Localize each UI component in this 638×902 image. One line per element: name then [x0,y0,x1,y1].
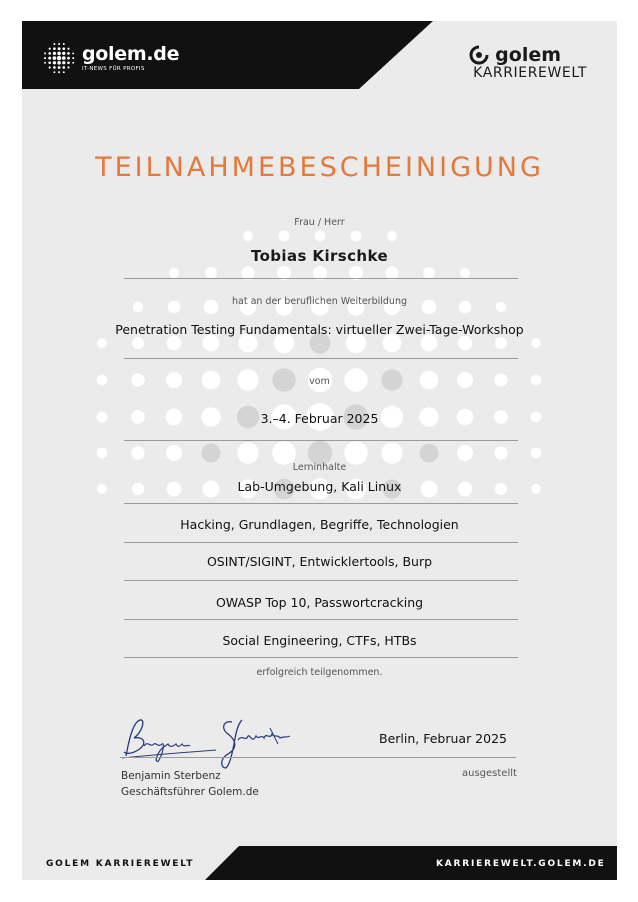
course-date: 3.–4. Februar 2025 [260,411,379,426]
decorative-dot [421,335,438,352]
globe-dot [62,66,65,69]
golem-logo [42,41,179,75]
divider [124,657,518,658]
globe-dot [67,61,70,64]
content-item: OWASP Top 10, Passwortcracking [215,595,424,610]
globe-dot [53,52,56,55]
divider [124,580,518,581]
decorative-dot [531,448,542,459]
globe-dot [53,66,56,69]
signer-role: Geschäftsführer Golem.de [121,786,259,798]
decorative-dot [531,338,541,348]
divider [124,542,518,543]
decorative-dot [202,334,219,351]
divider [124,503,518,504]
decorative-dot [457,445,473,461]
globe-dot [48,57,51,60]
intro-label: hat an der beruflichen Weiterbildung [231,296,407,307]
certificate-title: TEILNAHMEBESCHEINIGUNG [95,152,544,183]
divider [124,278,518,279]
footer-url: KARRIEREWELT.GOLEM.DE [436,859,606,869]
signer-name: Benjamin Sterbenz [121,770,221,782]
globe-dot [62,47,65,50]
divider [124,619,518,620]
globe-dot [48,61,51,64]
decorative-dot [237,442,258,463]
globe-dot [48,52,51,55]
karrierewelt-logo-subtitle: KARRIEREWELT [473,65,587,81]
globe-dot [62,56,66,60]
content-item: Social Engineering, CTFs, HTBs [222,633,417,648]
globe-dot [53,56,57,60]
decorative-dot [166,445,182,461]
decorative-dot [494,446,507,459]
place-date: Berlin, Februar 2025 [379,731,507,746]
decorative-dot [279,231,290,242]
decorative-dot [458,336,473,351]
globe-dot [57,61,61,65]
globe-icon [42,41,76,75]
globe-dot [53,47,56,50]
content-item: Hacking, Grundlagen, Begriffe, Technologien [180,517,459,532]
globe-dot [57,52,61,56]
golem-logo-text: golem.de [82,42,180,65]
globe-dot [53,71,55,73]
decorative-dot [167,336,182,351]
course-title: Penetration Testing Fundamentals: virtueller Zwei-Tage-Workshop [115,322,524,337]
decorative-dot [495,337,507,349]
globe-dot [72,62,74,64]
participant-name: Tobias Kirschke [250,247,389,265]
globe-dot [67,57,70,60]
globe-dot [49,48,51,50]
globe-dot [62,52,65,55]
globe-dot [44,52,46,54]
handwritten-signature [120,714,300,776]
karrierewelt-logo-word: golem [495,44,562,66]
decorative-dot [351,231,362,242]
globe-dot [62,61,65,64]
decorative-dot [97,448,108,459]
content-item: Lab-Umgebung, Kali Linux [237,479,402,494]
globe-dot [44,62,46,64]
globe-dot [57,56,61,60]
globe-dot [72,52,74,54]
decorative-dot [132,337,144,349]
globe-dot [53,43,55,45]
content-item: OSINT/SIGINT, Entwicklertools, Burp [206,554,433,569]
decorative-dot [381,442,402,463]
globe-dot [63,71,65,73]
globe-dot [63,43,65,45]
decorative-dot [169,268,179,278]
globe-dot [58,66,61,69]
globe-dot [58,43,60,45]
decorative-dot [315,231,326,242]
globe-dot [58,71,60,73]
decorative-dot [243,231,253,241]
decorative-dot [97,338,107,348]
footer-brand: GOLEM KARRIEREWELT [46,859,195,869]
divider [124,440,518,441]
globe-dot [67,66,69,68]
decorative-dot [202,444,221,463]
globe-dot [72,57,74,59]
date-label: vom [309,376,330,387]
closing-text: erfolgreich teilgenommen. [256,667,383,678]
salutation-label: Frau / Herr [294,217,345,228]
divider [124,358,518,359]
globe-dot [67,52,70,55]
decorative-dot [387,231,397,241]
signature-line [120,757,516,758]
golem-swirl-icon [469,45,489,65]
globe-dot [49,66,51,68]
decorative-dot [420,444,439,463]
issued-label: ausgestellt [462,768,517,779]
dot-pattern-background [22,21,617,880]
globe-dot [67,48,69,50]
decorative-dot [460,268,470,278]
globe-dot [44,57,46,59]
signer-block [121,768,259,800]
karrierewelt-logo [469,45,587,81]
contents-label: Lerninhalte [292,462,347,473]
globe-dot [53,61,56,64]
decorative-dot [131,446,144,459]
golem-logo-subtitle: IT-NEWS FÜR PROFIS [82,65,145,72]
certificate-page [22,21,617,880]
globe-dot [58,47,61,50]
